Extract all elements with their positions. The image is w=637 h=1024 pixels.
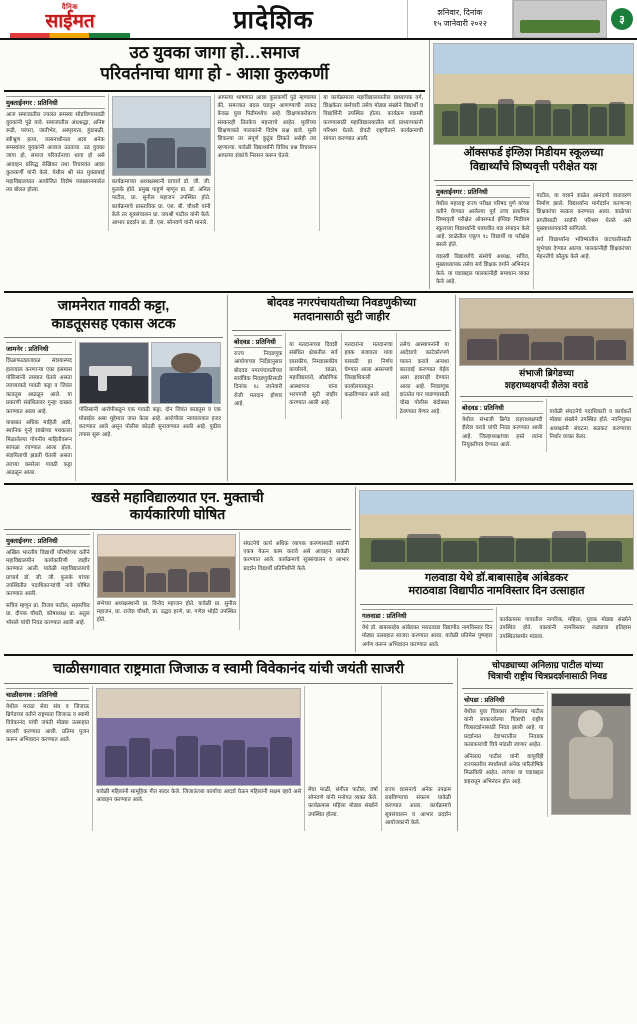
bodwad-headline-line2: मतदानासाठी सुटी जाहीर (293, 311, 390, 323)
sambhaji-divider (460, 396, 633, 397)
khadse-photo (97, 534, 237, 598)
bodwad-col-2: या मतदानाच्या दिवशी संबंधित क्षेत्रातील सर्व शासकीय, निमशासकीय कार्यालये, शाळा, महाविद्यालये, औद्योगिक आस्थापना यांना भरपगारी सुटी जाहीर करण्यात आली आहे. (289, 341, 338, 407)
logo-tricolor-bar (10, 33, 130, 38)
gun-byline-text: जामनेर : प्रतिनिधी (6, 346, 49, 354)
jijau-photo-group (105, 733, 292, 777)
sambhaji-story (456, 295, 637, 480)
bodwad-byline (234, 335, 282, 348)
section-title-area (140, 0, 407, 38)
jijau-col-1: येथील मराठा सेवा संघ व जिजाऊ ब्रिगेडच्या वतीने राष्ट्रमाता जिजाऊ व स्वामी विवेकानंद यांची जयंती मोठ्या उत्साहात साजरी करण्यात आली. प्रतिमा पूजन करून अभिवादन करण्यात आले. (6, 703, 90, 744)
jijau-story (0, 658, 458, 830)
khadse-col-1: अखिल भारतीय विद्यार्थी परिषदेच्या वतीने महाविद्यालयीन कार्यकारिणी जाहीर करण्यात आली. यावेळी महाविद्यालयाचे प्राचार्य डॉ. जी. जी. फुलके यांच्या उपस्थितीत पदाधिकाऱ्यांची नावे घोषित करण्यात आली. (6, 549, 90, 598)
third-region (0, 487, 637, 653)
galwada-col-1: येथे डॉ. बाबासाहेब आंबेडकर मराठवाडा विद्यापीठ नामविस्तार दिन मोठ्या उत्साहात साजरा करण्यात आला. यावेळी प्रतिमेस पुष्पहार अर्पण करून अभिवादन करण्यात आले. (362, 625, 493, 648)
oxford-divider (434, 180, 633, 181)
sambhaji-photo (459, 298, 634, 366)
jijau-col-4: राज्य शासनाचे अनेक उपक्रम राबविण्याचा संकल्प यावेळी करण्यात आला. कार्यक्रमाचे सूत्रसंचालन व आभार प्रदर्शन आयोजकांनी केले. (384, 786, 451, 827)
oxford-headline-line1: ऑक्सफर्ड इंग्लिश मिडीयम स्कूलच्या (463, 147, 604, 159)
sambhaji-headline-line1: संभाजी ब्रिगेडच्या (519, 368, 574, 379)
jijau-col-2: यावेळी महिलांनी सामूहिक गीत सादर केले. जिजाऊंच्या कार्याचा आदर्श घेऊन महिलांनी सक्षम व्हावे असे आवाहन करण्यात आले. (96, 788, 302, 803)
sambhaji-byline-text: बोदवड : प्रतिनिधी (462, 404, 504, 412)
gun-divider (4, 337, 223, 338)
pistol-shape (89, 366, 131, 376)
galwada-story (356, 487, 637, 653)
sambhaji-photo-group (467, 330, 626, 360)
date-line-2: १५ जानेवारी २०२२ (433, 19, 487, 28)
lead-col-1: आज समाजातील ज्वलंत समस्या सोडविण्यासाठी युवकांनी पुढे यावे. समाजातील अंधश्रद्धा, अनिष्ट रूढी, परंपरा, जातीभेद, अस्पृश्यता, हुंडाबळी, स्त्रीभ्रूण हत्या, व्यसनाधीनता अशा अनेक समस्यांवर युवकांनी आवाज उठवावा. उठ युवका जागा हो, समाज परिवर्तनाचा धागा हो असे आवाहन प्रसिद्ध लेखिका तथा विचारवंत आशा कुलकर्णी यांनी केले. येथील श्री संत मुक्ताबाई महाविद्यालयात आयोजित विशेष व्याख्यानमालेत त्या बोलत होत्या. (6, 111, 105, 193)
jijau-byline (6, 688, 89, 701)
galwada-divider (360, 604, 633, 605)
oxford-byline-text: मुक्ताईनगर : प्रतिनिधी (436, 188, 488, 196)
masthead (0, 0, 637, 40)
oxford-photo-group (442, 90, 625, 136)
bodwad-col-1: राज्य निवडणूक आयोगाच्या निर्देशानुसार बोदवड नगरपंचायतीच्या सार्वत्रिक निवडणुकीसाठी दिनांक १८ जानेवारी रोजी मतदान होणार आहे. (234, 350, 283, 407)
gun-col-1: शिळाफाट्याजवळ संशयास्पद हालचाल करणाऱ्या एका इसमास पोलिसांनी ताब्यात घेतले असता त्याच्याकडे गावठी कट्टा व जिवंत काडतूस आढळून आले. या प्रकरणी संबंधितावर गुन्हा दाखल करण्यात आला आहे. (6, 358, 72, 415)
lead-col-4: या कार्यक्रमाला महाविद्यालयातील प्राध्यापक वर्ग, शिक्षकेतर कर्मचारी तसेच मोठ्या संख्येने विद्यार्थी व विद्यार्थिनी उपस्थित होत्या. कार्यक्रम यशस्वी करण्यासाठी महाविद्यालयातील सर्व प्राध्यापकांनी परिश्रम घेतले. शेवटी राष्ट्रगीताने कार्यक्रमाची सांगता करण्यात आली. (323, 94, 423, 143)
lead-divider (4, 90, 425, 92)
khadse-story (0, 487, 356, 653)
logo-top-text: दैनिक (61, 3, 79, 11)
oxford-story (430, 40, 637, 289)
lead-byline-text: मुक्ताईनगर : प्रतिनिधी (6, 99, 58, 107)
bottom-region (0, 658, 637, 830)
sambhaji-col-2: यावेळी संघटनेचे पदाधिकारी व कार्यकर्ते मोठ्या संख्येने उपस्थित होते. नवनियुक्त अध्यक्षांनी संघटना बळकट करण्याचा निर्धार व्यक्त केला. (549, 408, 631, 440)
bodwad-col-4: तसेच आस्थापनांनी या आदेशाचे काटेकोरपणे पालन करावे अन्यथा कारवाई करण्यात येईल असा इशाराही देण्यात आला आहे. निवडणूक शांततेत पार पाडण्यासाठी चोख पोलीस बंदोबस्त ठेवण्यात येणार आहे. (399, 341, 449, 415)
oxford-byline (436, 185, 530, 198)
lead-photo (112, 96, 211, 176)
khadse-col-3: सभेच्या अध्यक्षस्थानी प्रा. विनोद महाजन होते. यावेळी प्रा. सुनील महाजन, प्रा. राजेश चौधरी, प्रा. उद्धव हरणे, प्रा. गणेश भोईटे उपस्थित होते. (96, 600, 237, 624)
gun-story (0, 295, 228, 480)
chopda-headline-line2: चित्राची राष्ट्रीय चित्रप्रदर्शनासाठी निवड (487, 671, 608, 682)
date-line-1: शनिवार, दिनांक (437, 8, 483, 18)
jijau-col-3: मेघा माळी, संगीता पाटील, वर्षा सोनवणे यांनी मनोगत व्यक्त केले. कार्यक्रमास महिला मोठ्या संख्येने उपस्थित होत्या. (308, 786, 378, 818)
accused-body (160, 373, 212, 403)
accused-head (171, 353, 201, 373)
bodwad-headline-line1: बोदवड नगरपंचायतीच्या निवडणुकीच्या (267, 297, 416, 310)
page-number-badge (607, 0, 637, 38)
gun-headline-line2: काडतूससह एकास अटक (51, 314, 176, 331)
galwada-headline-line2: मराठवाडा विद्यापीठ नामविस्तार दिन उत्साहात (408, 585, 585, 598)
khadse-byline (6, 534, 90, 547)
top-region (0, 40, 637, 289)
galwada-byline-text: गलवाडा : प्रतिनिधी (362, 613, 407, 620)
gun-byline (6, 342, 72, 355)
lead-headline-line2: परिवर्तनाचा धागा हो - आशा कुलकर्णी (100, 64, 329, 84)
galwada-col-2: कार्यक्रमास गावातील नागरिक, महिला, युवक मोठ्या संख्येने उपस्थित होते. वक्त्यांनी नामविस्तार लढ्याचा इतिहास उपस्थितांसमोर मांडला. (499, 617, 631, 640)
chopda-story (458, 658, 637, 830)
chopda-byline-text: चोपडा : प्रतिनिधी (464, 696, 505, 704)
lead-col-2: कार्यक्रमाच्या अध्यक्षस्थानी प्राचार्य डॉ. जी. जी. फुलके होते. प्रमुख पाहुणे म्हणून प्रा. डॉ. अनिल पाटील, प्रा. सुनील महाजन उपस्थित होते. कार्यक्रमाचे प्रास्ताविक प्रा. एस. बी. चौधरी यांनी केले तर सूत्रसंचालन प्रा. जयश्री पाटील यांनी केले. आभार प्रदर्शन प्रा. डी. एस. सोनवणे यांनी मानले. (111, 178, 211, 227)
sambhaji-byline (462, 401, 543, 414)
bodwad-col-3: मतदारांना मतदानाचा हक्क बजावता यावा यासाठी हा निर्णय घेण्यात आला असल्याचे जिल्हाधिकारी कार्यालयाकडून कळविण्यात आले आहे. (344, 341, 393, 398)
bodwad-byline-text: बोदवड : प्रतिनिधी (234, 338, 276, 346)
khadse-col-2: सचिव म्हणून प्रा. विजय पाटील, सहसचिव प्रा. दीपक चौधरी, कोषाध्यक्ष प्रा. अतुल भोसले यांची निवड करण्यात आली आहे. (6, 602, 90, 626)
khadse-headline-line2: कार्यकारिणी घोषित (129, 506, 226, 522)
statue-head (578, 710, 603, 736)
section-divider-3 (4, 654, 633, 656)
lead-story (0, 40, 430, 289)
page-number: ३ (611, 8, 633, 30)
lead-headline-line1: उठ युवका जागा हो…समाज (129, 43, 300, 62)
date-block (407, 0, 513, 38)
pistol-grip (98, 376, 108, 392)
masthead-photo (513, 0, 607, 38)
oxford-col-4: सर्व विद्यार्थ्यांना भविष्यातील वाटचालीसाठी शुभेच्छा देण्यात आल्या. पालकांनीही शिक्षकांच्या मेहनतीचे कौतुक केले आहे. (536, 237, 631, 261)
galwada-photo (359, 490, 634, 570)
oxford-col-1: येथील महाराष्ट्र राज्य परीक्षा परिषद पुणे यांच्या वतीने घेण्यात आलेल्या पूर्व उच्च प्राथमिक शिष्यवृत्ती परीक्षेत ऑक्सफर्ड इंग्लिश मिडीयम स्कूलच्या विद्यार्थ्यांनी घवघवीत यश संपादन केले आहे. शाळेतील एकूण १८ विद्यार्थी या परीक्षेस बसले होते. (436, 200, 530, 249)
jijau-headline: चाळीसगावात राष्ट्रमाता जिजाऊ व स्वामी विवेकानंद यांची जयंती साजरी (52, 660, 405, 677)
middle-region (0, 295, 637, 480)
chopda-col-1: येथील युवा चित्रकार अनिलाग्र पाटील यांनी साकारलेल्या चित्राची राष्ट्रीय चित्रप्रदर्शनासाठी निवड झाली आहे. या प्रदर्शनात देशभरातील निवडक कलाकारांची चित्रे मांडली जाणार आहेत. (464, 708, 544, 749)
section-divider-2 (4, 483, 633, 485)
sambhaji-col-1: येथील संभाजी ब्रिगेड शहराध्यक्षपदी शैलेश वराडे यांची निवड करण्यात आली आहे. जिल्हाध्यक्षांच्या हस्ते त्यांना नियुक्तीपत्र देण्यात आले. (462, 416, 543, 448)
gun-col-2: याबाबत अधिक माहिती अशी, स्थानिक गुन्हे शाखेच्या पथकाला मिळालेल्या गोपनीय माहितीवरून सापळा रचण्यात आला होता. संशयिताची झडती घेतली असता त्याच्या कमरेला गावठी कट्टा आढळून आला. (6, 419, 72, 477)
bodwad-story (228, 295, 456, 480)
khadse-divider (4, 529, 351, 530)
section-divider-1 (4, 291, 633, 293)
oxford-col-3: पाटील, या यशाने शाळेत आनंदाचे वातावरण निर्माण झाले. विद्यार्थ्यांना मार्गदर्शन करणाऱ्या शिक्षकांचा सत्कार करण्यात आला. शाळेच्या प्रगतीसाठी सर्वांनी परिश्रम घेतले असे मुख्याध्यापकांनी सांगितले. (536, 192, 631, 232)
gun-headline-line1: जामनेरात गावठी कट्टा, (57, 297, 170, 314)
khadse-headline-line1: खडसे महाविद्यालयात एन. मुक्ताची (91, 488, 264, 505)
galwada-byline (362, 609, 493, 622)
bodwad-divider (232, 330, 451, 331)
khadse-photo-group (103, 563, 230, 592)
oxford-photo (433, 43, 634, 145)
chopda-divider (462, 688, 633, 689)
galwada-photo-group (371, 526, 622, 562)
khadse-col-4: संघटनेचे कार्य अधिक व्यापक करण्यासाठी सर्वांनी एकत्र येऊन काम करावे असे आवाहन यावेळी करण्यात आले. कार्यक्रमाचे सूत्रसंचालन व आभार प्रदर्शन विद्यार्थी प्रतिनिधींनी केले. (243, 540, 349, 572)
chopda-headline-line1: चोपड्याच्या अनिलाग्र पाटील यांच्या (491, 660, 604, 671)
chopda-byline (464, 693, 544, 706)
khadse-byline-text: मुक्ताईनगर : प्रतिनिधी (6, 537, 58, 545)
gun-photo-accused (151, 342, 221, 404)
lead-byline (6, 96, 105, 109)
jijau-byline-text: चाळीसगाव : प्रतिनिधी (6, 691, 58, 699)
section-title: प्रादेशिक (233, 6, 314, 34)
logo-title: साईमत (45, 10, 95, 32)
statue-body (569, 737, 613, 799)
jijau-divider (4, 683, 453, 684)
newspaper-logo (0, 0, 140, 38)
sambhaji-headline-line2: शहराध्यक्षपदी शैलेश वराडे (504, 379, 589, 390)
lead-col-3: आपल्या भाषणात आशा कुलकर्णी पुढे म्हणाल्या की, समाजात बदल घडवून आणण्याची ताकद केवळ युवा पिढीमध्येच आहे. शिक्षणाबरोबरच संस्कारही तितकेच महत्त्वाचे आहेत. मुलींच्या शिक्षणाकडे पालकांनी विशेष लक्ष द्यावे. मुली शिकल्या तर संपूर्ण कुटुंब शिकते असेही त्या म्हणाल्या. यावेळी विद्यार्थ्यांनी विविध प्रश्न विचारून आपल्या शंकांचे निरसन करून घेतले. (217, 94, 317, 160)
gun-col-3: पोलिसांनी आरोपीकडून एक गावठी कट्टा, दोन जिवंत काडतूस व एक मोबाईल असा मुद्देमाल जप्त केला आहे. आरोपीला न्यायालयात हजर करण्यात आले असून पोलीस कोठडी सुनावण्यात आली आहे. पुढील तपास सुरू आहे. (78, 407, 221, 439)
galwada-headline-line1: गलवाडा येथे डॉ.बाबासाहेब आंबेडकर (425, 571, 568, 584)
jijau-photo (96, 688, 301, 786)
chopda-artwork-photo (551, 693, 632, 815)
oxford-headline-line2: विद्यार्थ्यांचे शिष्यवृत्ती परीक्षेत यश (470, 160, 597, 173)
lead-photo-figure (117, 132, 206, 168)
gun-photo-weapon (79, 342, 149, 404)
chopda-col-2: अनिलाग्र पाटील यांनी यापूर्वीही राज्यस्तरीय स्पर्धांमध्ये अनेक पारितोषिके मिळविली आहेत. त्यांच्या या यशाबद्दल शहरातून अभिनंदन होत आहे. (464, 753, 544, 785)
oxford-col-2: यशस्वी विद्यार्थ्यांचे संस्थेचे अध्यक्ष, सचिव, मुख्याध्यापक तसेच सर्व शिक्षक वर्गाने अभिनंदन केले. या यशाबद्दल पालकांनीही समाधान व्यक्त केले आहे. (436, 253, 530, 285)
